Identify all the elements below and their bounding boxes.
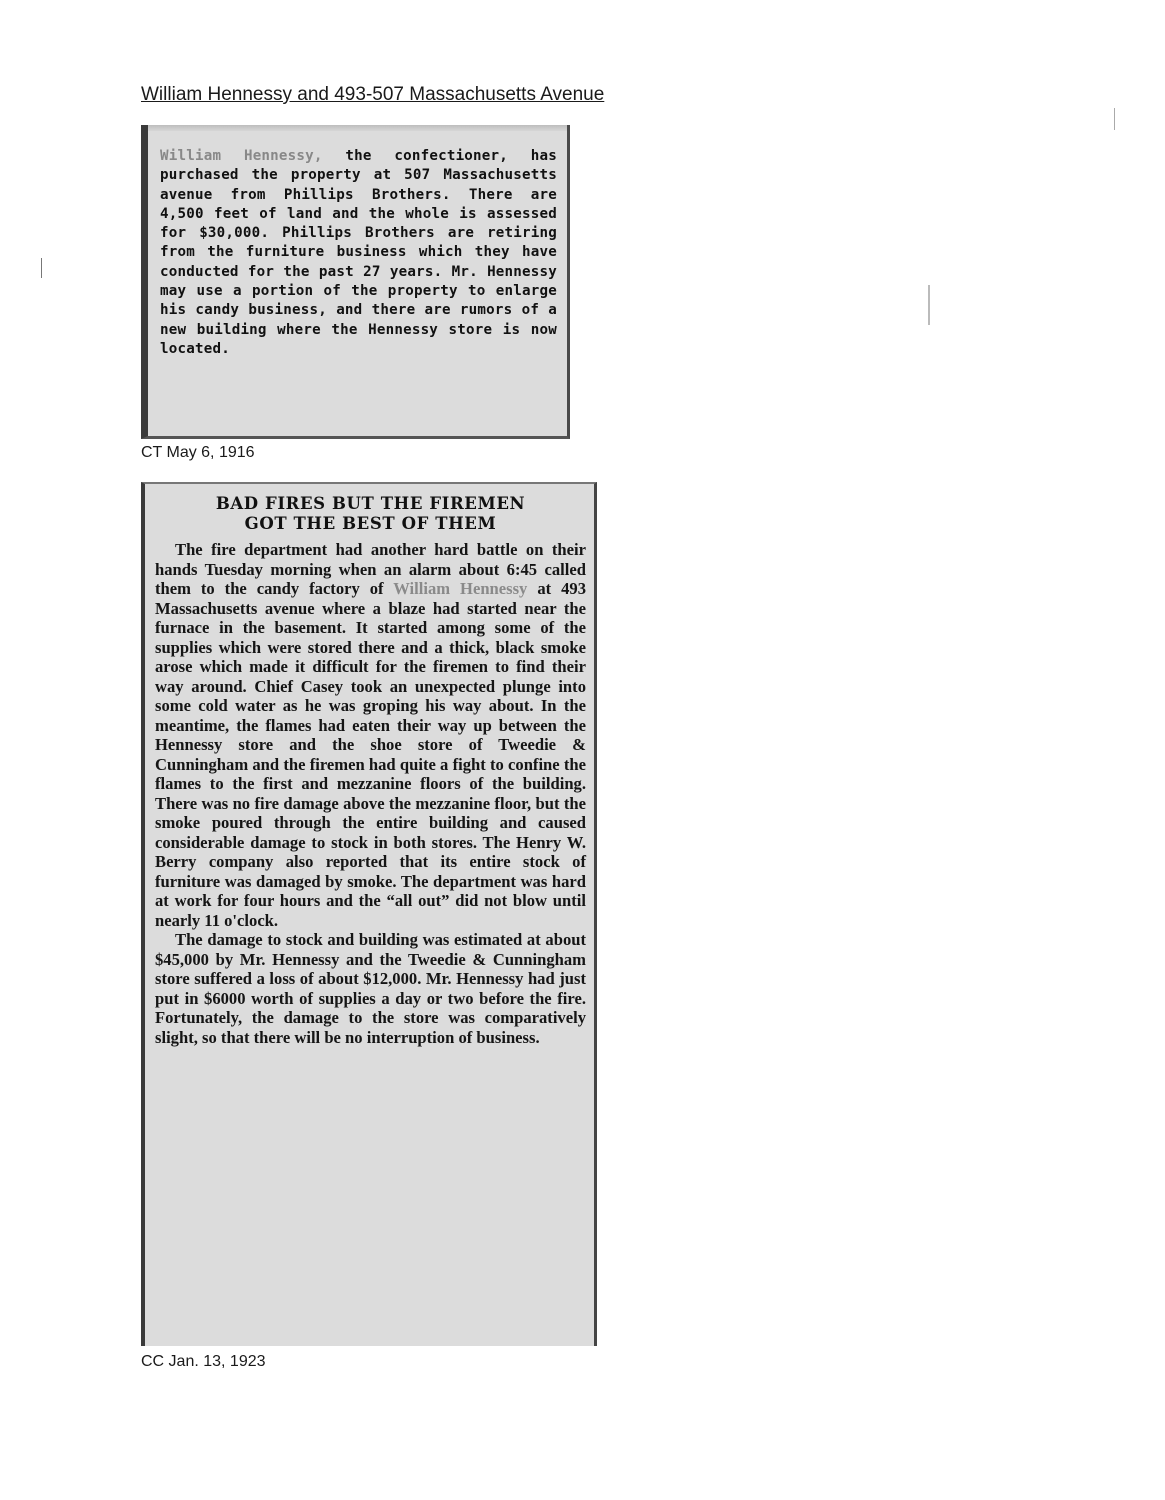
scan-mark-left (41, 258, 42, 278)
page-heading: William Hennessy and 493-507 Massachusetts Avenue (141, 84, 605, 105)
article-body (155, 540, 586, 1047)
headline (155, 494, 586, 534)
scan-mark-right (1114, 108, 1115, 130)
paragraph-1-start: The fire department had another hard battle on their hands Tuesday morning when an alarm about 6:45 called them to the candy factory of (155, 540, 586, 598)
article-paragraph-1 (155, 540, 586, 930)
caption-1923: CC Jan. 13, 1923 (141, 1353, 266, 1370)
clipping-1916-body: the confectioner, has purchased the property at 507 Massachusetts avenue from Phillips Brothers. There are 4,500 feet of land and the whole is assessed for $30,000. Phillips Brothers are retiring from the furniture business which they have conducted for the past 27 years. Mr. Hennessy may use a portion of the property to enlarge his candy business, and there are rumors of a new building where the Hennessy store is now located. (160, 148, 557, 357)
headline-line-2: GOT THE BEST OF THEM (244, 514, 497, 533)
article-paragraph-2: The damage to stock and building was estimated at about $45,000 by Mr. Hennessy and the Tweedie & Cunningham store suffered a loss of about $12,000. Mr. Hennessy had just put in $6000 worth of supplies a day or two before the fire. Fortunately, the damage to the store was comparatively slight, so that there will be no interruption of business. (155, 930, 586, 1047)
caption-1916: CT May 6, 1916 (141, 444, 255, 461)
clipping-1916-name: William Hennessy, (160, 148, 323, 164)
headline-line-1: BAD FIRES BUT THE FIREMEN (215, 494, 526, 513)
newspaper-clipping-1916 (141, 125, 570, 439)
paragraph-1-end: at 493 Massachusetts avenue where a blaze had started near the furnace in the basement. It started among some of the supplies which were stored there and a thick, black smoke arose which made it difficult for the firemen to find their way around. Chief Casey took an unexpected plunge into some cold water as he was groping his way about. In the meantime, the flames had eaten their way up between the Hennessy store and the shoe store of Tweedie & Cunningham and the firemen had quite a fight to confine the flames to the first and mezzanine floors of the building. There was no fire damage above the mezzanine floor, but the smoke poured through the entire building and caused considerable damage to stock in both stores. The Henry W. Berry company also reported that its entire stock of furniture was damaged by smoke. The department was hard at work for four hours and the “all out” did not blow until nearly 11 o'clock. (155, 579, 586, 930)
newspaper-clipping-1923 (141, 482, 597, 1346)
scan-mark-middle (928, 285, 930, 325)
clipping-top-edge (148, 125, 567, 131)
paragraph-1-name: William Hennessy (393, 579, 528, 598)
clipping-1916-text (160, 147, 557, 359)
